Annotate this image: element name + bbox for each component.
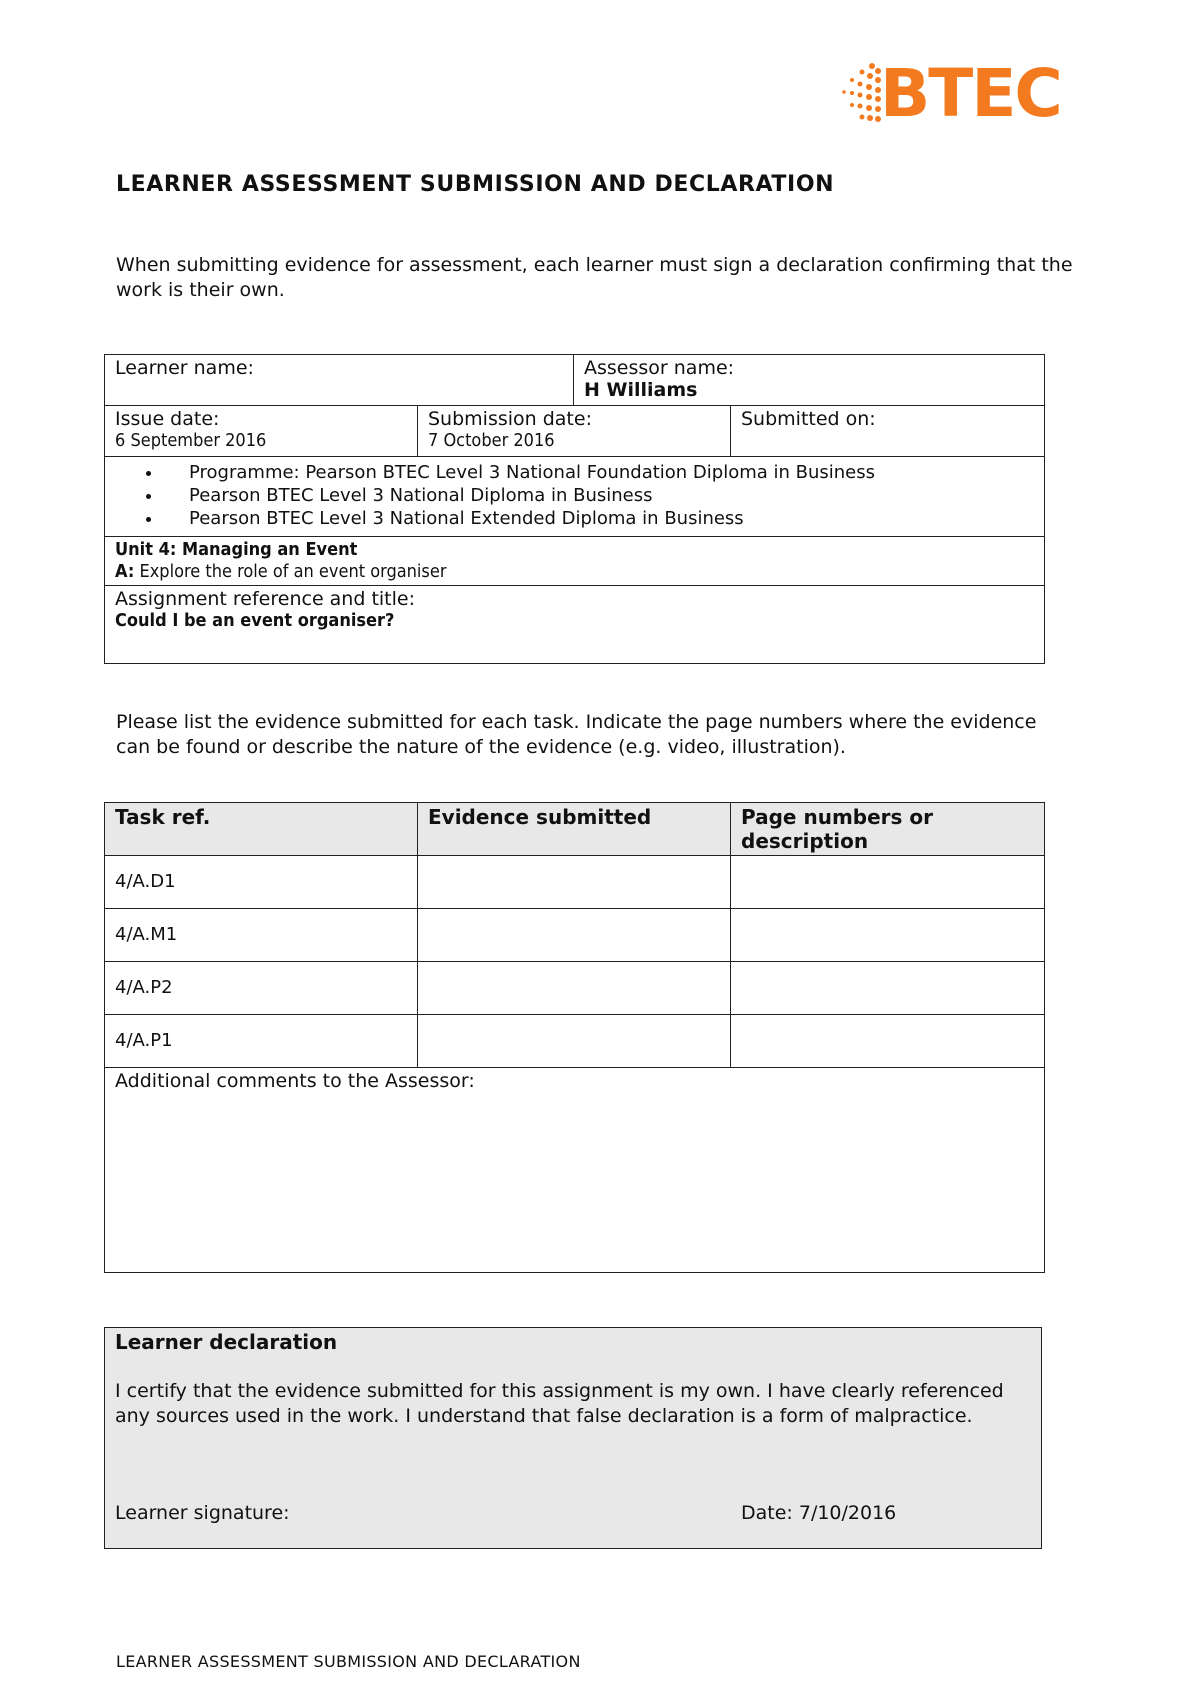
assessor-name-value: H Williams <box>584 379 698 401</box>
table-row <box>105 1015 1045 1068</box>
assignment-title: Could I be an event organiser? <box>115 610 395 631</box>
evidence-table <box>104 802 1045 1273</box>
task-ref-cell: 4/A.M1 <box>105 909 418 962</box>
pages-cell[interactable] <box>731 1015 1045 1068</box>
assignment-cell <box>105 586 1045 664</box>
logo-text: BTEC <box>880 55 1061 132</box>
page-title: LEARNER ASSESSMENT SUBMISSION AND DECLARATION <box>116 172 835 197</box>
learner-signature-label[interactable]: Learner signature: <box>115 1502 290 1524</box>
additional-comments-cell[interactable] <box>105 1068 1045 1273</box>
unit-cell <box>105 537 1045 586</box>
evidence-intro-text: Please list the evidence submitted for each task. Indicate the page numbers where the evidence can be found or describe the nature of the evidence (e.g. video, illustration). <box>116 711 1037 758</box>
page-footer: LEARNER ASSESSMENT SUBMISSION AND DECLARATION <box>116 1652 581 1671</box>
logo-dots-icon <box>838 62 886 126</box>
header-page-numbers: Page numbers or description <box>731 803 1045 856</box>
programme-list <box>163 461 1034 530</box>
programme-item: • Programme: Pearson BTEC Level 3 National Foundation Diploma in Business <box>163 461 1034 484</box>
pages-cell[interactable] <box>731 962 1045 1015</box>
evidence-cell[interactable] <box>418 1015 731 1068</box>
submission-date-cell <box>418 406 731 457</box>
issue-date-value: 6 September 2016 <box>115 430 267 451</box>
header-task-ref: Task ref. <box>105 803 418 856</box>
programme-item: • Pearson BTEC Level 3 National Diploma in Business <box>163 484 1034 507</box>
learner-info-table <box>104 354 1045 664</box>
issue-date-cell <box>105 406 418 457</box>
task-ref-cell: 4/A.P2 <box>105 962 418 1015</box>
assessor-name-label: Assessor name: <box>584 357 735 379</box>
evidence-cell[interactable] <box>418 909 731 962</box>
declaration-text: I certify that the evidence submitted for this assignment is my own. I have clearly referenced any sources used in the work. I understand that false declaration is a form of malpractice. <box>115 1380 1004 1427</box>
learner-declaration-box <box>104 1327 1042 1549</box>
declaration-title: Learner declaration <box>115 1330 338 1354</box>
unit-title: Unit 4: Managing an Event <box>115 539 358 560</box>
assignment-label: Assignment reference and title: <box>115 588 416 610</box>
unit-aim-text: Explore the role of an event organiser <box>134 561 447 582</box>
btec-logo <box>838 55 1061 136</box>
submitted-on-label: Submitted on: <box>741 408 876 430</box>
additional-comments-label: Additional comments to the Assessor: <box>115 1070 475 1092</box>
evidence-cell[interactable] <box>418 856 731 909</box>
submission-date-value: 7 October 2016 <box>428 430 555 451</box>
programme-cell <box>105 457 1045 537</box>
submitted-on-cell[interactable] <box>731 406 1045 457</box>
table-row <box>105 856 1045 909</box>
task-ref-cell: 4/A.P1 <box>105 1015 418 1068</box>
task-ref-cell: 4/A.D1 <box>105 856 418 909</box>
assessor-name-cell <box>574 355 1045 406</box>
pages-cell[interactable] <box>731 856 1045 909</box>
intro-text: When submitting evidence for assessment, each learner must sign a declaration confirming that the work is their own. <box>116 254 1073 301</box>
declaration-date: Date: 7/10/2016 <box>741 1502 897 1524</box>
pages-cell[interactable] <box>731 909 1045 962</box>
header-evidence-submitted: Evidence submitted <box>418 803 731 856</box>
issue-date-label: Issue date: <box>115 408 220 430</box>
evidence-cell[interactable] <box>418 962 731 1015</box>
table-row <box>105 962 1045 1015</box>
table-row <box>105 909 1045 962</box>
learner-name-label: Learner name: <box>115 357 254 379</box>
submission-date-label: Submission date: <box>428 408 592 430</box>
unit-aim-prefix: A: <box>115 561 135 582</box>
learner-name-cell[interactable] <box>105 355 574 406</box>
programme-item: • Pearson BTEC Level 3 National Extended Diploma in Business <box>163 507 1034 530</box>
